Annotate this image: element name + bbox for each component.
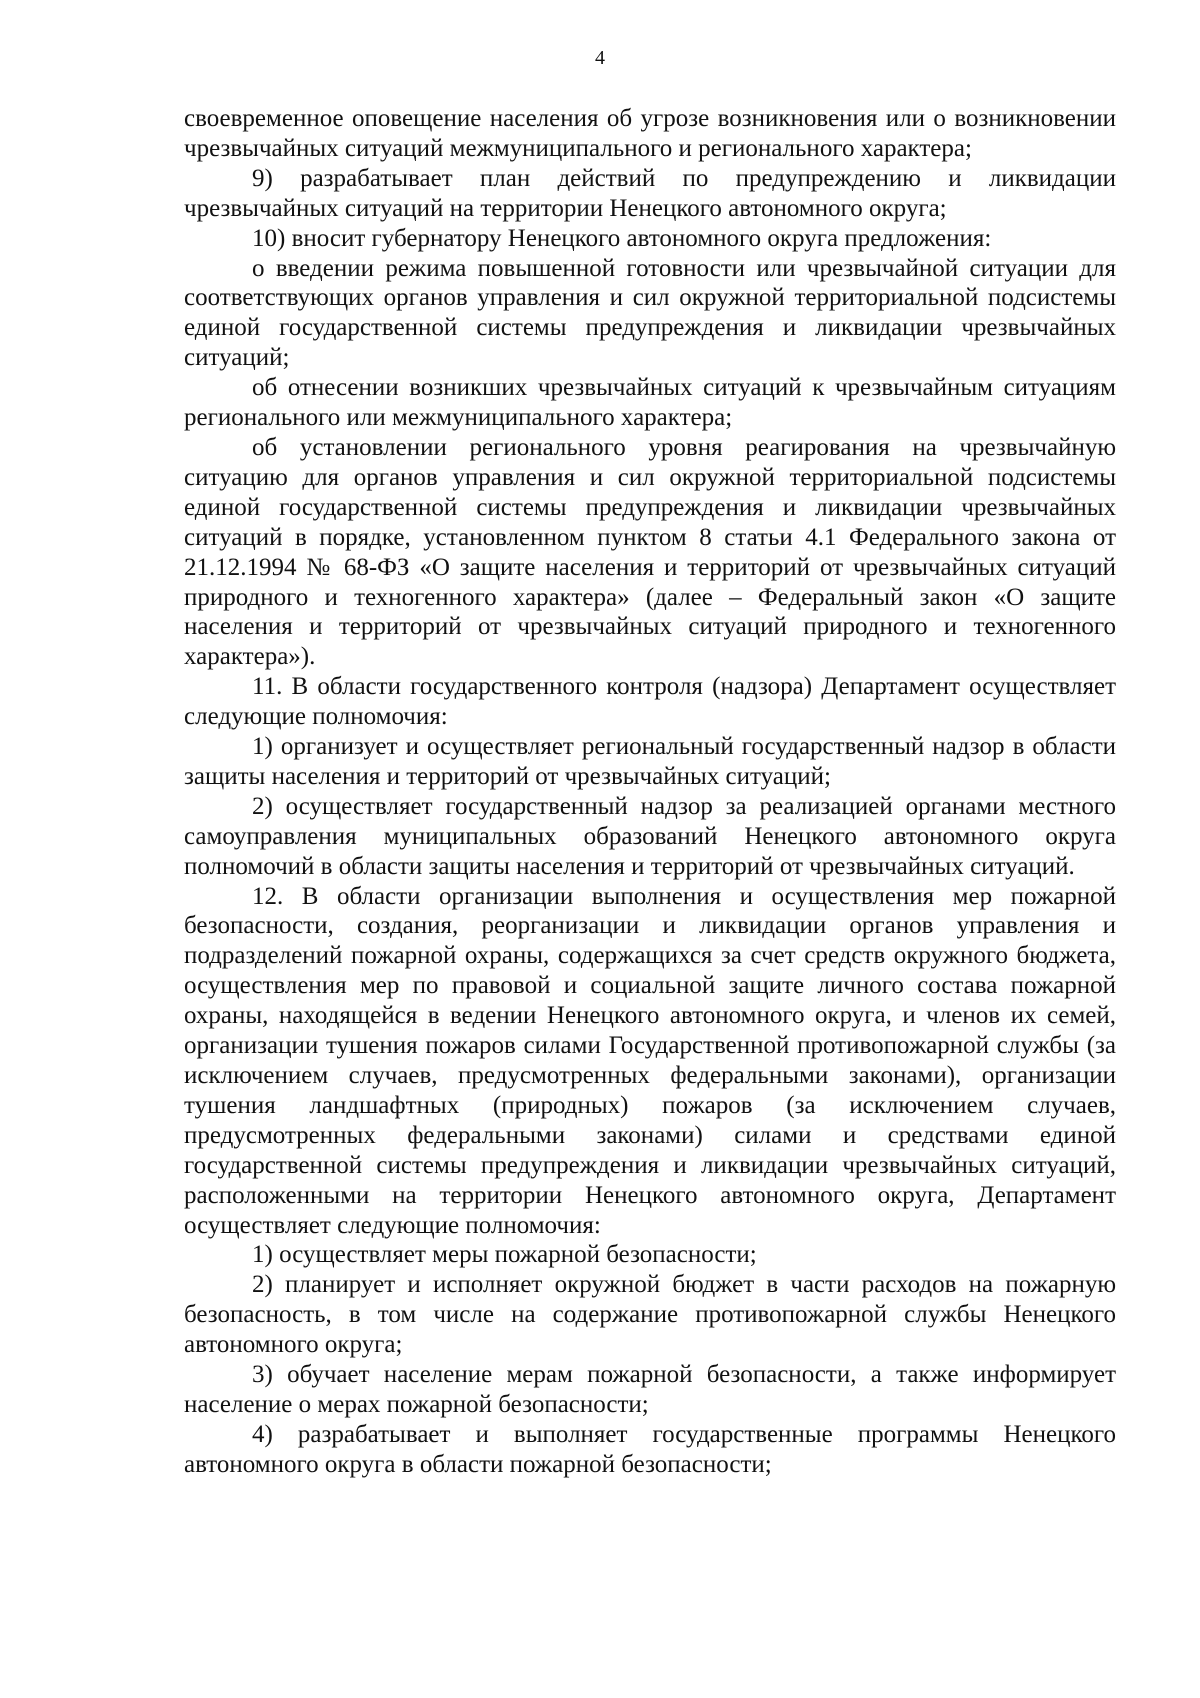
paragraph-section-12-item-4: 4) разрабатывает и выполняет государственные программы Ненецкого автономного округа в области пожарной безопасности; xyxy=(184,1420,1116,1478)
page-number: 4 xyxy=(595,47,605,69)
paragraph-item-10-response-level: об установлении регионального уровня реагирования на чрезвычайную ситуацию для органов управления и сил окружной территориальной подсистемы единой государственной системы предупреждения и ликвидации чрезвычайных ситуаций в порядке, установленном пунктом 8 статьи 4.1 Федерального закона от 21.12.1994 № 68-ФЗ «О защите населения и территорий от чрезвычайных ситуаций природного и техногенного характера» (далее – Федеральный закон «О защите населения и территорий от чрезвычайных ситуаций природного и техногенного характера»). xyxy=(184,433,1116,671)
paragraph-item-10-emergency-regime: о введении режима повышенной готовности или чрезвычайной ситуации для соответствующих органов управления и сил окружной территориальной подсистемы единой государственной системы предупреждения и ликвидации чрезвычайных ситуаций; xyxy=(184,254,1116,372)
document-body xyxy=(184,104,1116,1480)
paragraph-item-10-classification: об отнесении возникших чрезвычайных ситуаций к чрезвычайным ситуациям регионального или межмуниципального характера; xyxy=(184,374,1116,432)
paragraph-section-12-item-3: 3) обучает население мерам пожарной безопасности, а также информирует население о мерах пожарной безопасности; xyxy=(184,1361,1116,1418)
paragraph-item-9: 9) разрабатывает план действий по предупреждению и ликвидации чрезвычайных ситуаций на территории Ненецкого автономного округа; xyxy=(184,164,1116,222)
paragraph-section-12-item-1: 1) осуществляет меры пожарной безопасности; xyxy=(252,1241,757,1269)
paragraph-section-11-item-2: 2) осуществляет государственный надзор за реализацией органами местного самоуправления муниципальных образований Ненецкого автономного округа полномочий в области защиты населения и территорий от чрезвычайных ситуаций. xyxy=(184,792,1116,880)
paragraph-section-12-item-2: 2) планирует и исполняет окружной бюджет в части расходов на пожарную безопасность, в том числе на содержание противопожарной службы Ненецкого автономного округа; xyxy=(184,1271,1116,1359)
paragraph-item-10: 10) вносит губернатору Ненецкого автономного округа предложения: xyxy=(252,224,992,252)
paragraph-section-11: 11. В области государственного контроля (надзора) Департамент осуществляет следующие полномочия: xyxy=(184,673,1116,731)
paragraph-section-11-item-1: 1) организует и осуществляет региональный государственный надзор в области защиты населения и территорий от чрезвычайных ситуаций; xyxy=(184,733,1116,790)
paragraph-section-12: 12. В области организации выполнения и осуществления мер пожарной безопасности, создания, реорганизации и ликвидации органов управления и подразделений пожарной охраны, содержащихся за счет средств окружного бюджета, осуществления мер по правовой и социальной защите личного состава пожарной охраны, находящейся в ведении Ненецкого автономного округа, и членов их семей, организации тушения пожаров силами Государственной противопожарной службы (за исключением случаев, предусмотренных федеральными законами), организации тушения ландшафтных (природных) пожаров (за исключением случаев, предусмотренных федеральными законами) силами и средствами единой государственной системы предупреждения и ликвидации чрезвычайных ситуаций, расположенными на территории Ненецкого автономного округа, Департамент осуществляет следующие полномочия: xyxy=(184,882,1116,1239)
paragraph-notification: своевременное оповещение населения об угрозе возникновения или о возникновении чрезвычайных ситуаций межмуниципального и регионального характера; xyxy=(184,105,1116,162)
